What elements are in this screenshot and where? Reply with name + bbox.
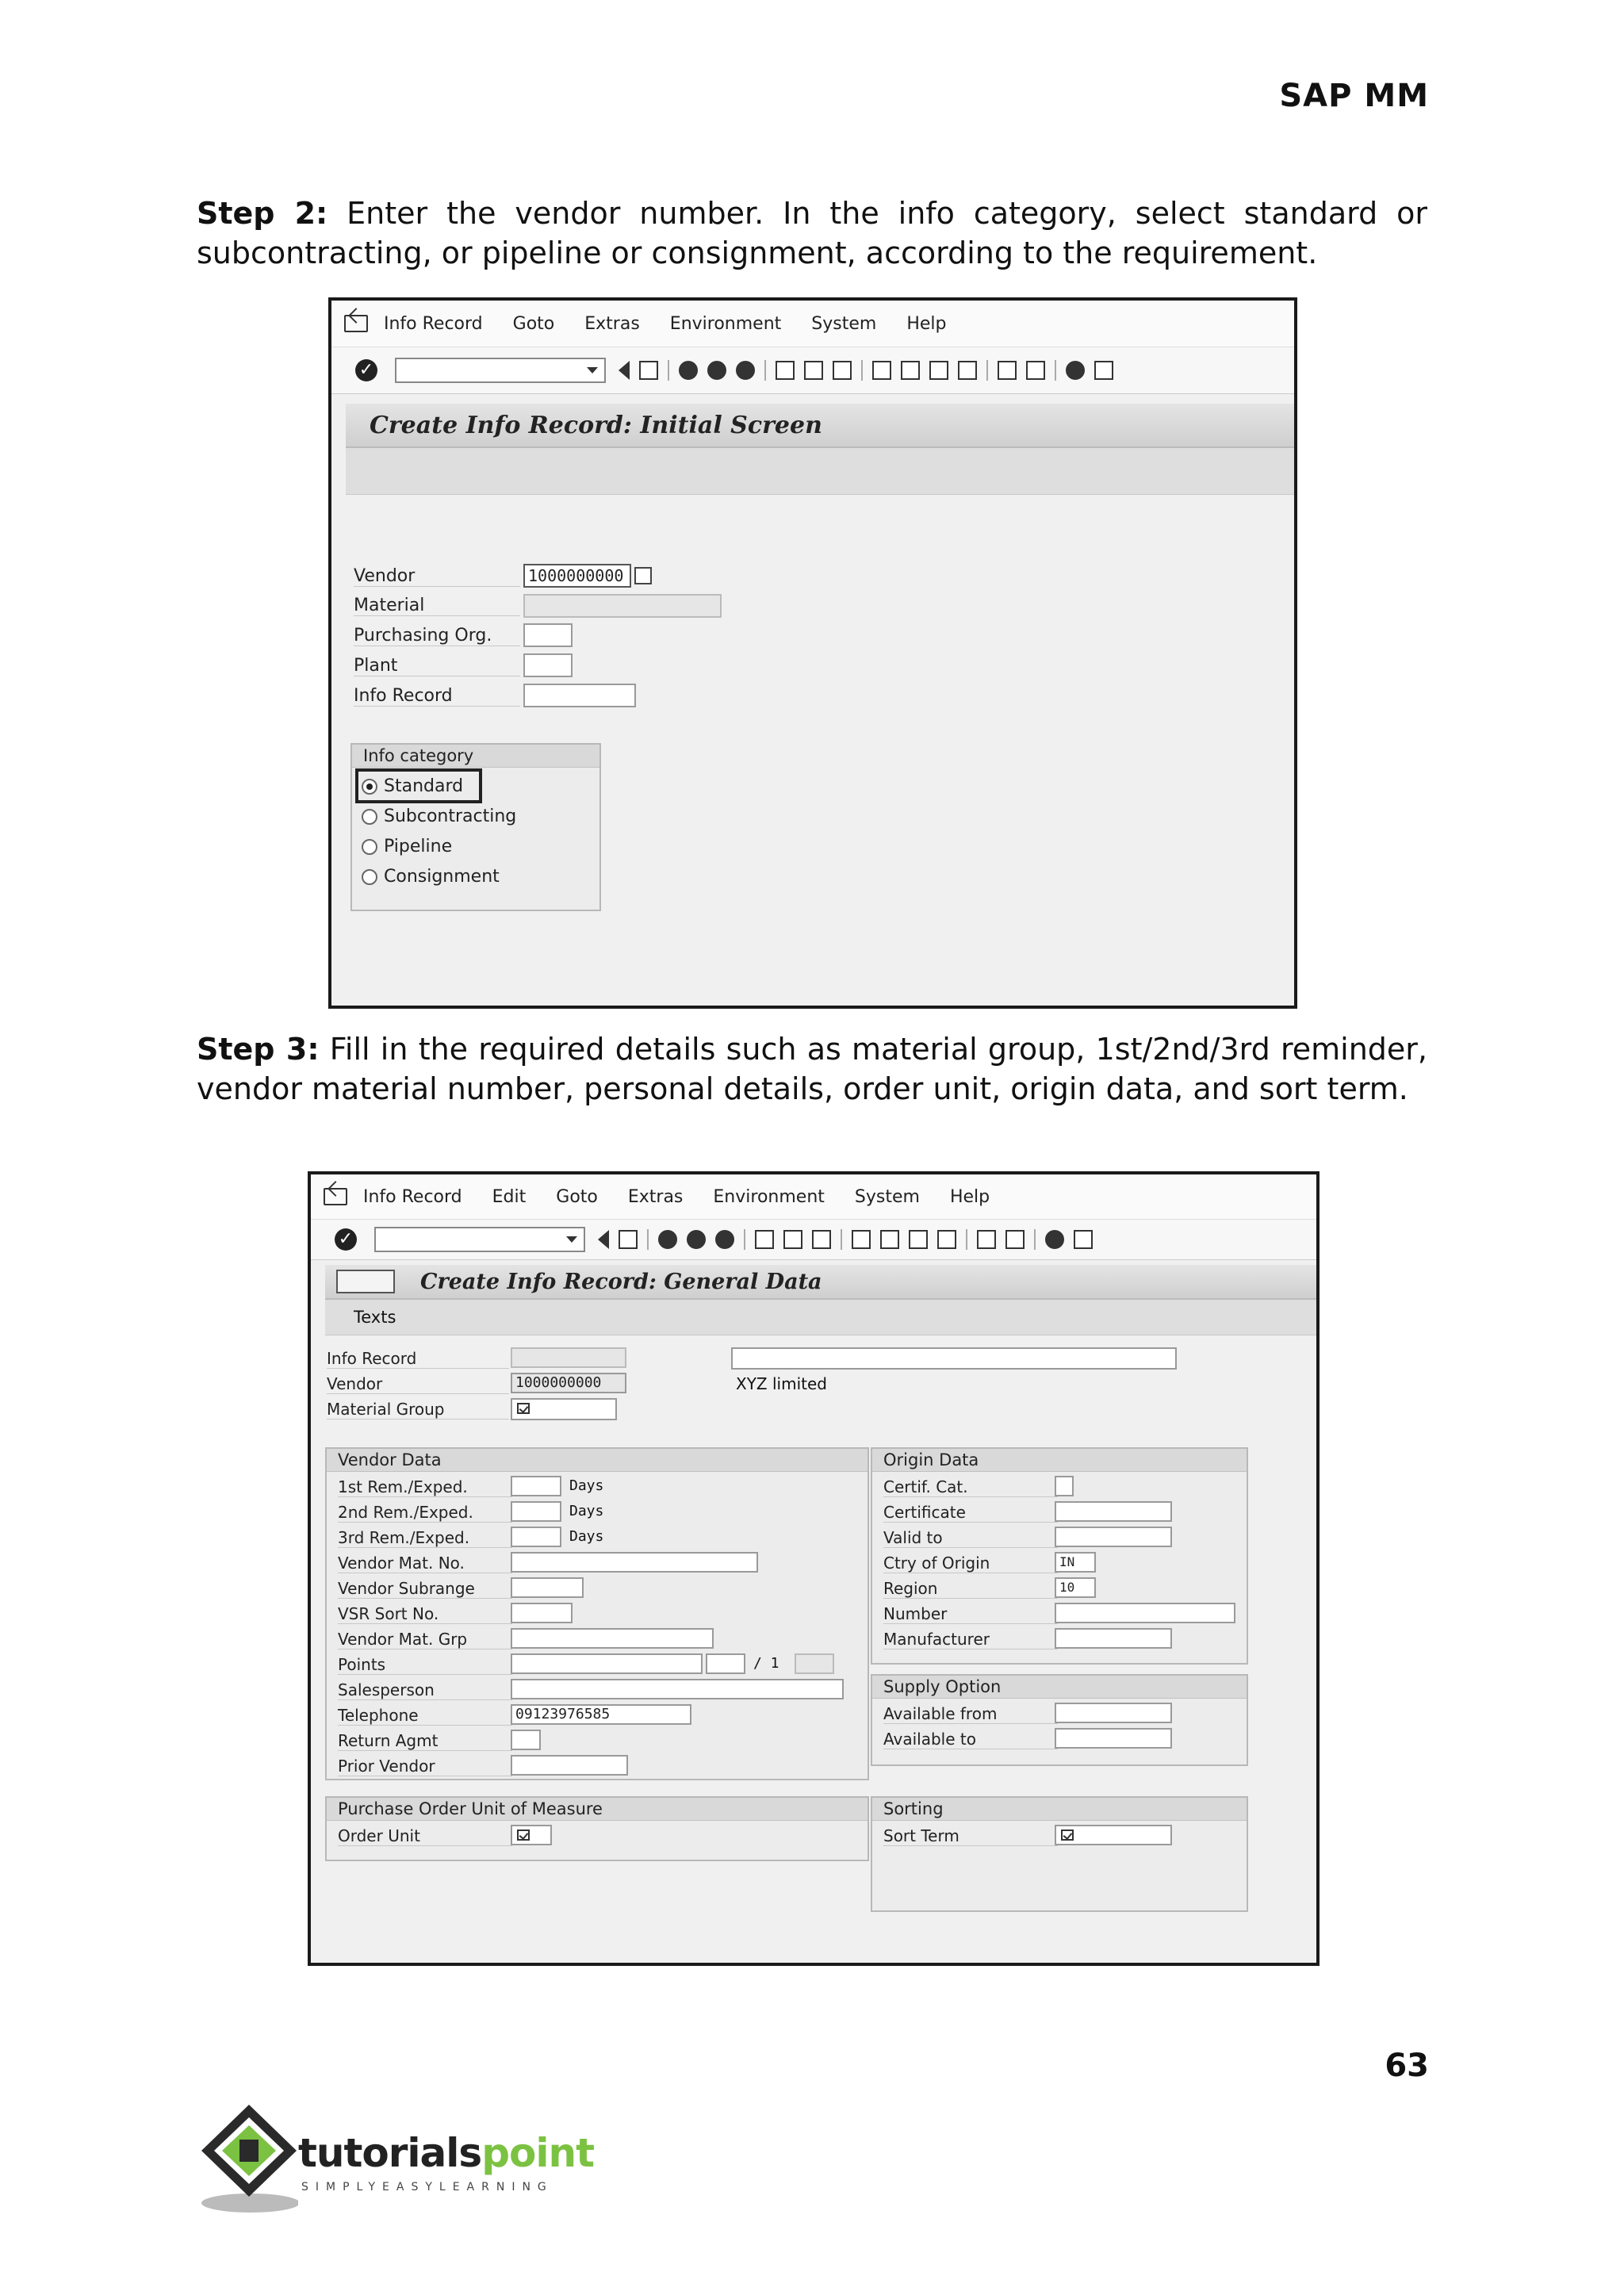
certificate-input[interactable]	[1055, 1501, 1172, 1522]
last-page-icon[interactable]	[937, 1230, 956, 1249]
supply-option-group	[871, 1674, 1248, 1766]
back-arrow-icon[interactable]	[619, 361, 630, 380]
origin-data-group	[871, 1447, 1248, 1665]
rem2-days: Days	[569, 1503, 604, 1519]
purchasing-org-label: Purchasing Org.	[354, 626, 520, 646]
number-input[interactable]	[1055, 1603, 1235, 1623]
prior-vendor-label: Prior Vendor	[338, 1757, 512, 1776]
info-record-label: Info Record	[354, 686, 520, 707]
po-unit-title: Purchase Order Unit of Measure	[327, 1798, 868, 1821]
radio-consignment[interactable]	[362, 867, 500, 887]
vendor-input[interactable]: 1000000000	[511, 1373, 626, 1393]
order-unit-label: Order Unit	[338, 1826, 512, 1846]
menu-extras[interactable]: Extras	[627, 1186, 684, 1207]
info-category-group	[350, 743, 601, 911]
menu-environment[interactable]: Environment	[713, 1186, 825, 1207]
sort-term-label: Sort Term	[883, 1826, 1058, 1846]
salesperson-label: Salesperson	[338, 1680, 512, 1700]
tutorialspoint-logo	[195, 2098, 594, 2225]
back-icon[interactable]	[658, 1230, 677, 1249]
logo-wordmark	[298, 2130, 594, 2176]
rem1-input[interactable]	[511, 1476, 561, 1496]
back-icon[interactable]	[679, 361, 698, 380]
menu-system[interactable]: System	[854, 1186, 920, 1207]
search-help-icon[interactable]	[634, 567, 652, 584]
salesperson-input[interactable]	[511, 1679, 844, 1699]
region-input[interactable]: 10	[1055, 1577, 1096, 1598]
material-input[interactable]	[523, 594, 722, 618]
menu-goto[interactable]: Goto	[512, 313, 555, 334]
save-icon[interactable]	[619, 1230, 638, 1249]
material-group-input[interactable]	[511, 1398, 617, 1420]
ctry-of-origin-input[interactable]: IN	[1055, 1552, 1096, 1573]
info-record-label: Info Record	[327, 1349, 509, 1369]
radio-subcontracting[interactable]	[362, 807, 516, 826]
radio-pipeline[interactable]	[362, 837, 452, 856]
sorting-title: Sorting	[872, 1798, 1247, 1821]
available-to-input[interactable]	[1055, 1728, 1172, 1749]
chevron-down-icon[interactable]	[587, 367, 598, 374]
logo-tagline: SIMPLYEASYLEARNING	[301, 2181, 553, 2193]
logo-text-point: point	[481, 2130, 594, 2176]
sap-initial-screen	[328, 297, 1297, 1009]
purchasing-org-input[interactable]	[523, 623, 573, 647]
number-label: Number	[883, 1604, 1058, 1624]
menu-bar	[331, 301, 1294, 347]
print-icon[interactable]	[776, 361, 795, 380]
sorting-group	[871, 1796, 1248, 1912]
find-next-icon[interactable]	[812, 1230, 831, 1249]
points-unit-input[interactable]	[706, 1653, 745, 1674]
menu-system-icon[interactable]	[344, 315, 368, 332]
exit-icon[interactable]	[707, 361, 726, 380]
last-page-icon[interactable]	[958, 361, 977, 380]
rem3-label: 3rd Rem./Exped.	[338, 1528, 512, 1548]
print-icon[interactable]	[755, 1230, 774, 1249]
page-header-title: SAP MM	[1279, 78, 1429, 114]
application-toolbar	[325, 1300, 1316, 1335]
manufacturer-input[interactable]	[1055, 1628, 1172, 1649]
plant-label: Plant	[354, 656, 520, 676]
exit-icon[interactable]	[687, 1230, 706, 1249]
sap-general-data-screen	[308, 1171, 1320, 1966]
points-input[interactable]	[511, 1653, 703, 1674]
find-next-icon[interactable]	[833, 361, 852, 380]
rem1-days: Days	[569, 1477, 604, 1494]
logo-diamond-icon	[195, 2098, 298, 2217]
menu-help[interactable]: Help	[906, 313, 947, 334]
cancel-icon[interactable]	[736, 361, 755, 380]
toolbar-separator	[841, 1229, 842, 1250]
step-3-text: Fill in the required details such as material group, 1st/2nd/3rd reminder, vendor material number, personal details, order unit, origin data, and sort term.	[197, 1032, 1427, 1106]
next-page-icon[interactable]	[909, 1230, 928, 1249]
radio-unselected-icon[interactable]	[362, 839, 377, 855]
region-label: Region	[883, 1579, 1058, 1599]
order-unit-input[interactable]	[511, 1825, 552, 1845]
toolbar-separator	[1034, 1229, 1036, 1250]
sort-term-input[interactable]	[1055, 1825, 1172, 1845]
menu-system-icon[interactable]	[324, 1188, 347, 1205]
valid-to-label: Valid to	[883, 1528, 1058, 1548]
vendor-subrange-input[interactable]	[511, 1577, 584, 1598]
available-to-label: Available to	[883, 1730, 1058, 1749]
required-check-icon	[517, 1403, 530, 1414]
rem1-label: 1st Rem./Exped.	[338, 1477, 512, 1497]
required-check-icon	[517, 1829, 530, 1841]
overview-button-icon[interactable]	[336, 1270, 395, 1293]
menu-extras[interactable]: Extras	[584, 313, 640, 334]
return-agmt-label: Return Agmt	[338, 1731, 512, 1751]
radio-standard-label: Standard	[384, 776, 464, 796]
shortcut-icon[interactable]	[1005, 1230, 1025, 1249]
previous-page-icon[interactable]	[901, 361, 920, 380]
back-arrow-icon[interactable]	[598, 1230, 609, 1249]
layout-menu-icon[interactable]	[1074, 1230, 1093, 1249]
help-icon[interactable]	[1045, 1230, 1064, 1249]
vendor-input[interactable]: 1000000000	[523, 564, 631, 588]
radio-pipeline-label: Pipeline	[384, 837, 453, 856]
info-record-input[interactable]	[523, 684, 636, 707]
enter-check-icon[interactable]: ✓	[355, 359, 377, 381]
points-base-input[interactable]	[795, 1653, 834, 1674]
vendor-name: XYZ limited	[736, 1374, 827, 1393]
save-icon[interactable]	[639, 361, 658, 380]
menu-environment[interactable]: Environment	[669, 313, 782, 334]
return-agmt-input[interactable]	[511, 1730, 541, 1750]
standard-toolbar	[331, 347, 1294, 394]
toolbar-separator	[986, 360, 988, 381]
menu-info-record[interactable]: Info Record	[363, 1186, 462, 1207]
po-unit-group	[325, 1796, 869, 1861]
vsr-sort-no-input[interactable]	[511, 1603, 573, 1623]
radio-subcontracting-label: Subcontracting	[384, 807, 517, 826]
required-check-icon	[1061, 1829, 1074, 1841]
toolbar-separator	[647, 1229, 649, 1250]
certificate-label: Certificate	[883, 1503, 1058, 1523]
application-toolbar	[346, 448, 1294, 495]
step-3-label: Step 3:	[197, 1032, 320, 1067]
step-3-paragraph	[197, 1029, 1427, 1109]
manufacturer-label: Manufacturer	[883, 1630, 1058, 1649]
first-page-icon[interactable]	[872, 361, 891, 380]
rem2-label: 2nd Rem./Exped.	[338, 1503, 512, 1523]
plant-input[interactable]	[523, 653, 573, 677]
vendor-mat-no-label: Vendor Mat. No.	[338, 1554, 512, 1573]
vendor-data-title: Vendor Data	[327, 1449, 868, 1472]
vendor-mat-grp-input[interactable]	[511, 1628, 714, 1649]
telephone-input[interactable]: 09123976585	[511, 1704, 691, 1725]
info-record-input[interactable]	[511, 1347, 626, 1368]
toolbar-separator	[861, 360, 863, 381]
rem3-input[interactable]	[511, 1527, 561, 1547]
find-icon[interactable]	[804, 361, 823, 380]
toolbar-separator	[966, 1229, 967, 1250]
find-icon[interactable]	[783, 1230, 802, 1249]
vendor-data-group	[325, 1447, 869, 1780]
help-icon[interactable]	[1066, 361, 1085, 380]
step-2-text: Enter the vendor number. In the info category, select standard or subcontracting, or pipeline or consignment, according to the requirement.	[197, 196, 1427, 270]
toolbar-separator	[668, 360, 669, 381]
previous-page-icon[interactable]	[880, 1230, 899, 1249]
logo-text-tutorials: tutorials	[298, 2130, 482, 2176]
menu-bar	[311, 1174, 1316, 1219]
step-2-label: Step 2:	[197, 196, 328, 231]
vsr-sort-no-label: VSR Sort No.	[338, 1604, 512, 1624]
prior-vendor-input[interactable]	[511, 1755, 628, 1776]
enter-check-icon[interactable]: ✓	[335, 1228, 357, 1251]
origin-data-title: Origin Data	[872, 1449, 1247, 1472]
menu-system[interactable]: System	[811, 313, 877, 334]
screen-title: Create Info Record: Initial Screen	[346, 404, 1294, 448]
material-label: Material	[354, 596, 520, 616]
chevron-down-icon[interactable]	[566, 1236, 577, 1243]
step-2-paragraph	[197, 193, 1427, 273]
menu-info-record[interactable]: Info Record	[384, 313, 483, 334]
page-number: 63	[1385, 2048, 1429, 2084]
screen-title: Create Info Record: General Data	[325, 1265, 1316, 1300]
radio-unselected-icon[interactable]	[362, 869, 377, 885]
vendor-subrange-label: Vendor Subrange	[338, 1579, 512, 1599]
available-from-label: Available from	[883, 1704, 1058, 1724]
vendor-label: Vendor	[354, 566, 520, 587]
rem3-days: Days	[569, 1528, 604, 1545]
menu-edit[interactable]: Edit	[492, 1186, 527, 1207]
vendor-mat-no-input[interactable]	[511, 1552, 758, 1573]
first-page-icon[interactable]	[852, 1230, 871, 1249]
telephone-label: Telephone	[338, 1706, 512, 1726]
certif-cat-input[interactable]	[1055, 1476, 1074, 1496]
info-record-description-input[interactable]	[731, 1347, 1177, 1370]
texts-button[interactable]: Texts	[354, 1308, 396, 1327]
standard-toolbar	[311, 1219, 1316, 1260]
new-session-icon[interactable]	[977, 1230, 996, 1249]
layout-menu-icon[interactable]	[1094, 361, 1113, 380]
standard-highlight-box	[355, 768, 482, 803]
command-field[interactable]	[395, 358, 606, 383]
command-field[interactable]	[374, 1227, 585, 1252]
new-session-icon[interactable]	[998, 361, 1017, 380]
toolbar-separator	[1055, 360, 1056, 381]
info-category-title: Info category	[352, 745, 599, 768]
points-label: Points	[338, 1655, 512, 1675]
menu-goto[interactable]: Goto	[556, 1186, 598, 1207]
vendor-label: Vendor	[327, 1374, 509, 1394]
toolbar-separator	[764, 360, 766, 381]
radio-unselected-icon[interactable]	[362, 809, 377, 825]
radio-consignment-label: Consignment	[384, 867, 500, 887]
ctry-of-origin-label: Ctry of Origin	[883, 1554, 1058, 1573]
points-separator: / 1	[753, 1655, 779, 1672]
cancel-icon[interactable]	[715, 1230, 734, 1249]
material-group-label: Material Group	[327, 1400, 509, 1420]
vendor-mat-grp-label: Vendor Mat. Grp	[338, 1630, 512, 1649]
shortcut-icon[interactable]	[1026, 361, 1045, 380]
toolbar-separator	[744, 1229, 745, 1250]
certif-cat-label: Certif. Cat.	[883, 1477, 1058, 1497]
menu-help[interactable]: Help	[949, 1186, 990, 1207]
supply-option-title: Supply Option	[872, 1676, 1247, 1699]
available-from-input[interactable]	[1055, 1703, 1172, 1723]
rem2-input[interactable]	[511, 1501, 561, 1522]
next-page-icon[interactable]	[929, 361, 948, 380]
valid-to-input[interactable]	[1055, 1527, 1172, 1547]
